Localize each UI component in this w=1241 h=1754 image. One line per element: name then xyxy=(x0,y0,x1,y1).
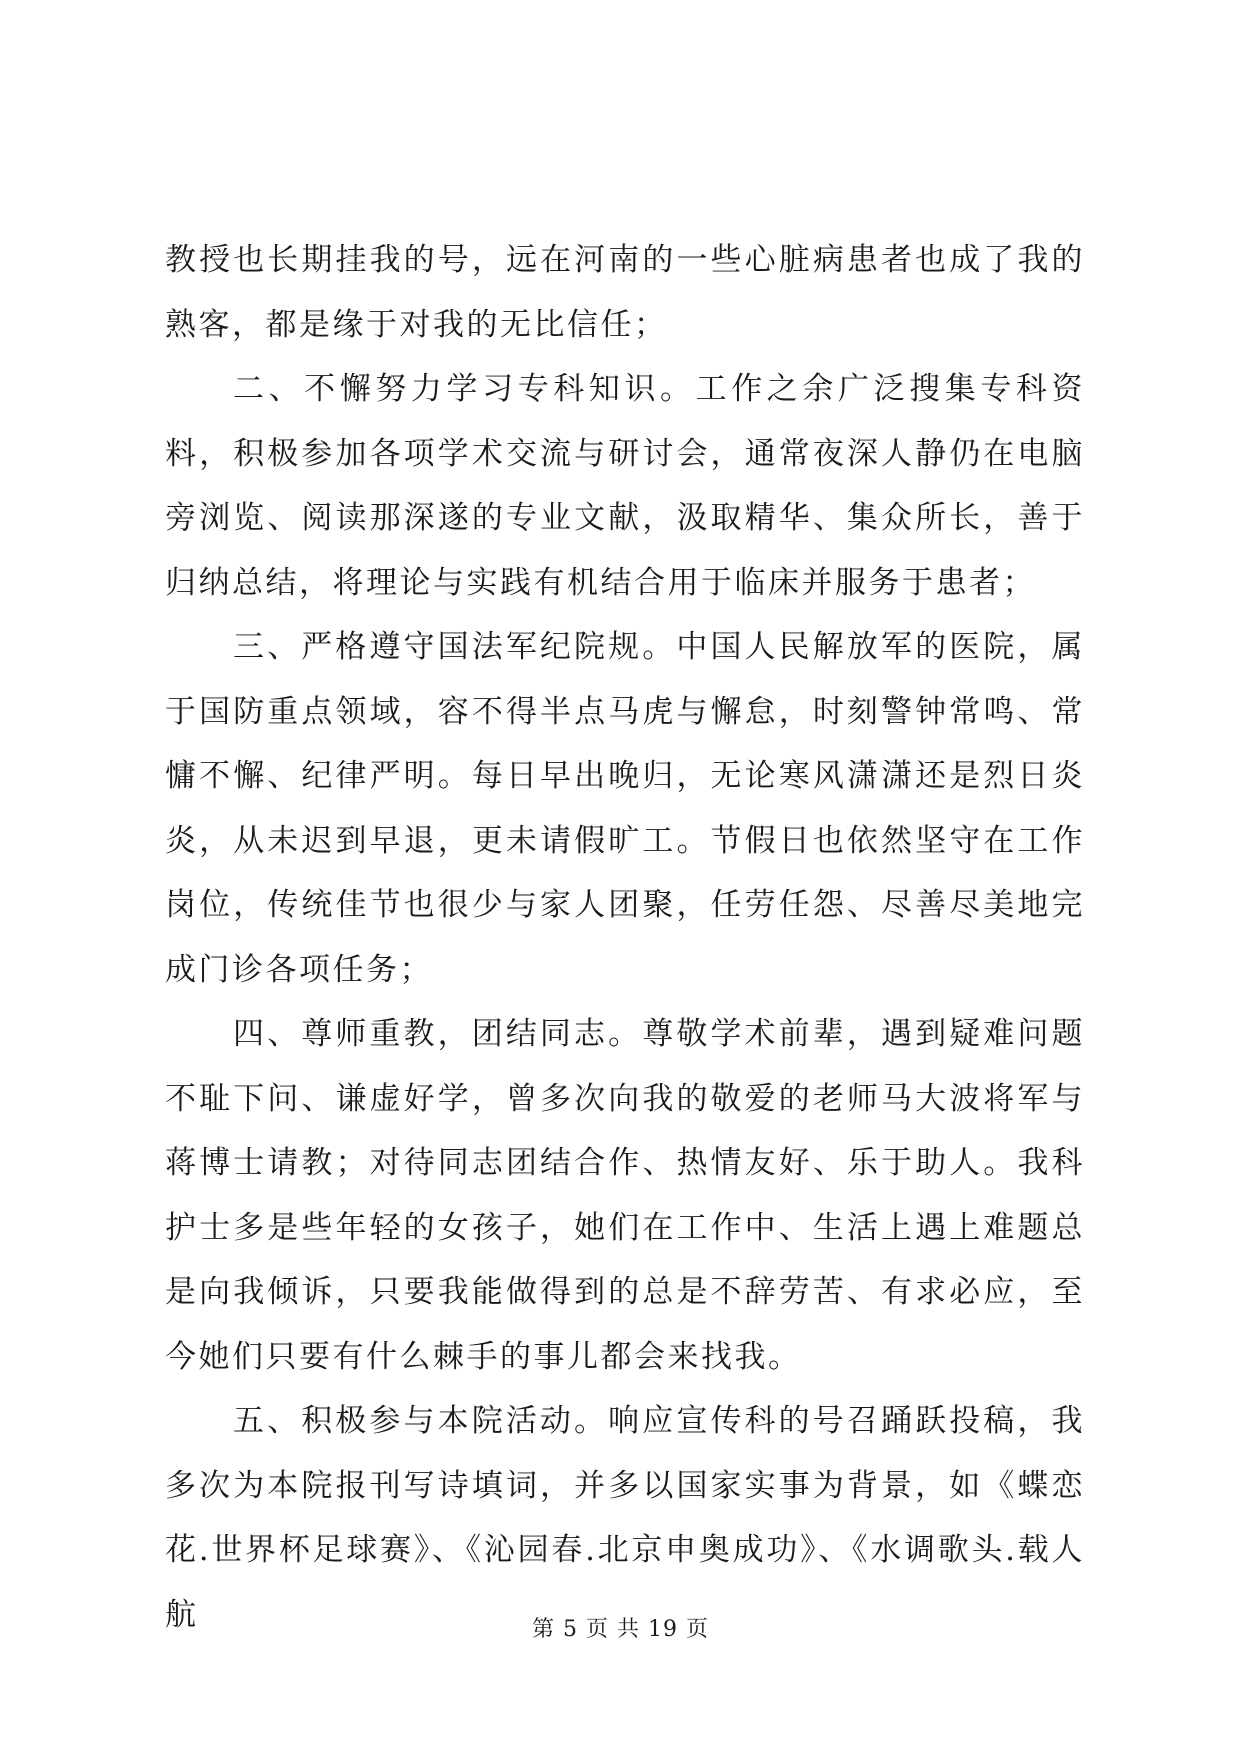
paragraph-1: 教授也长期挂我的号，远在河南的一些心脏病患者也成了我的熟客，都是缘于对我的无比信任； xyxy=(165,242,1085,343)
page-number-footer: 第 5 页 共 19 页 xyxy=(532,1617,709,1642)
paragraph-3: 三、严格遵守国法军纪院规。中国人民解放军的医院，属于国防重点领域，容不得半点马虎与懈怠，时刻警钟常鸣、常慵不懈、纪律严明。每日早出晚归，无论寒风潇潇还是烈日炎炎，从未迟到早退，更未请假旷工。节假日也依然坚守在工作岗位，传统佳节也很少与家人团聚，任劳任怨、尽善尽美地完成门诊各项任务； xyxy=(165,629,1085,988)
paragraph-4: 四、尊师重教，团结同志。尊敬学术前辈，遇到疑难问题不耻下问、谦虚好学，曾多次向我的敬爱的老师马大波将军与蒋博士请教；对待同志团结合作、热情友好、乐于助人。我科护士多是些年轻的女孩子，她们在工作中、生活上遇上难题总是向我倾诉，只要我能做得到的总是不辞劳苦、有求必应，至今她们只要有什么棘手的事儿都会来找我。 xyxy=(165,1016,1085,1375)
paragraph-2: 二、不懈努力学习专科知识。工作之余广泛搜集专科资料，积极参加各项学术交流与研讨会，通常夜深人静仍在电脑旁浏览、阅读那深遂的专业文献，汲取精华、集众所长，善于归纳总结，将理论与实践有机结合用于临床并服务于患者； xyxy=(165,371,1085,601)
paragraph-5: 五、积极参与本院活动。响应宣传科的号召踊跃投稿，我多次为本院报刊写诗填词，并多以国家实事为背景，如《蝶恋花.世界杯足球赛》、《沁园春.北京申奥成功》、《水调歌头.载人航 xyxy=(165,1403,1085,1633)
document-body xyxy=(165,228,1085,1647)
